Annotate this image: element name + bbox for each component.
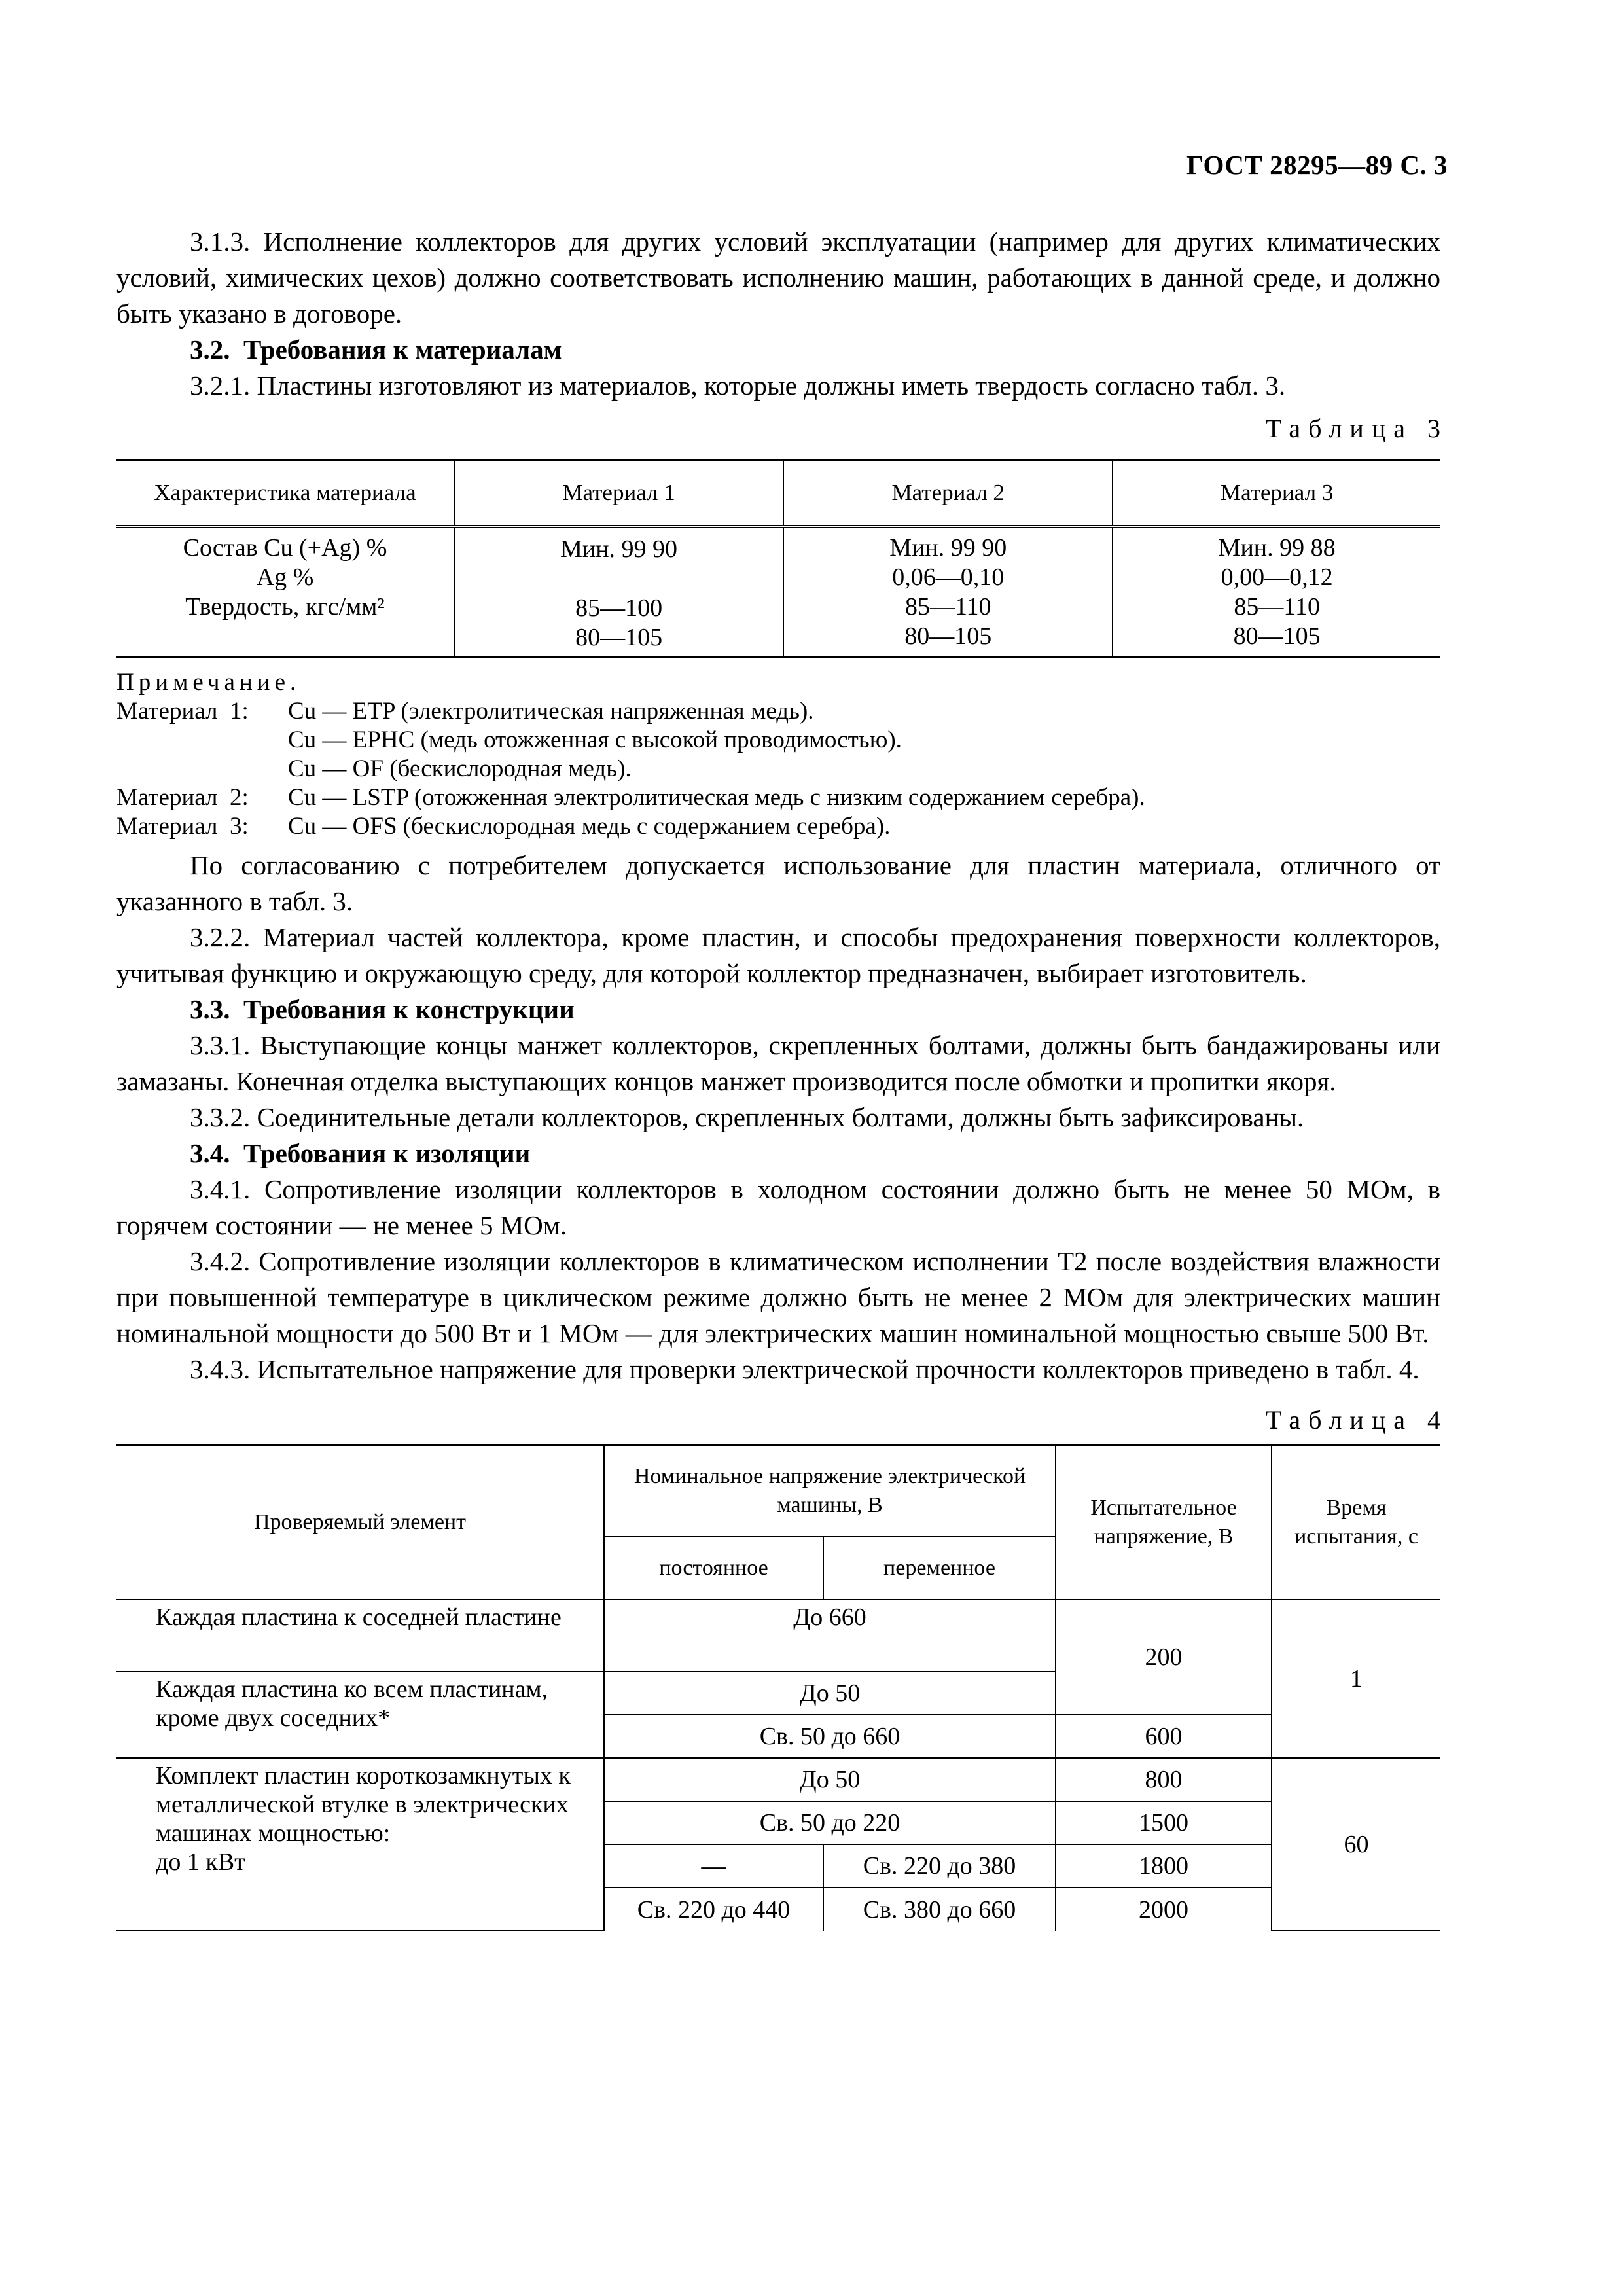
note-row — [116, 697, 1440, 726]
table-3-material-2-cell — [783, 527, 1113, 658]
label-ag: Ag % — [256, 564, 314, 591]
table-4-dc-range: — — [604, 1844, 823, 1888]
m1-hardness-1: 85—100 — [575, 594, 663, 622]
table-4-range: До 50 — [604, 1672, 1056, 1715]
table-4-range: Св. 50 до 220 — [604, 1801, 1056, 1844]
table-3-header-characteristic: Характеристика материала — [116, 460, 454, 527]
m2-hardness-2: 80—105 — [904, 622, 992, 650]
table-4-range: Св. 50 до 660 — [604, 1715, 1056, 1758]
table-4-ac-range: Св. 220 до 380 — [823, 1844, 1056, 1888]
paragraph-3-1-3: 3.1.3. Исполнение коллекторов для других условий эксплуатации (например для других климатических условий, химических цехов) должно соответствовать исполнению машин, работающих в данной среде, и должно быть указано в договоре. — [116, 226, 1440, 329]
paragraph-3-3-1: 3.3.1. Выступающие концы манжет коллекторов, скрепленных болтами, должны быть бандажированы или замазаны. Конечная отделка выступающих концов манжет производится после обмотки и пропитки якоря. — [116, 1030, 1440, 1096]
m3-hardness-1: 85—110 — [1234, 593, 1320, 620]
page-header: ГОСТ 28295—89 С. 3 — [1186, 150, 1448, 180]
note-label: Материал 1: — [116, 698, 249, 725]
row-label-text: Комплект пластин короткозамкнутых к металлической втулке в электрических машинах мощностью: — [156, 1762, 571, 1847]
paragraph-3-2-2: 3.2.2. Материал частей коллектора, кроме пластин, и способы предохранения поверхности коллекторов, учитывая функцию и окружающую среду, для которой коллектор предназначен, выбирает изготовитель. — [116, 922, 1440, 988]
table-4-header-nominal-voltage: Номинальное напряжение электрической машины, В — [604, 1445, 1056, 1537]
note-text: Cu — LSTP (отожженная электролитическая медь с низким содержанием серебра). — [288, 784, 1145, 811]
note-row — [116, 726, 1440, 755]
section-3-2-2-block — [116, 848, 1440, 1388]
m1-hardness-2: 80—105 — [575, 624, 663, 651]
m2-composition: Мин. 99 90 — [889, 534, 1007, 562]
m3-ag: 0,00—0,12 — [1221, 564, 1333, 591]
table-4-row-label: Каждая пластина к соседней пластине — [116, 1600, 604, 1672]
paragraph-3-4-3: 3.4.3. Испытательное напряжение для проверки электрической прочности коллекторов приведено в табл. 4. — [190, 1354, 1419, 1384]
table-4-test-voltage: 200 — [1056, 1600, 1272, 1715]
paragraph-3-4-1: 3.4.1. Сопротивление изоляции коллекторов в холодном состоянии должно быть не менее 50 МОм, в горячем состоянии — не менее 5 МОм. — [116, 1174, 1440, 1240]
section-title: Требования к материалам — [243, 334, 562, 365]
section-number: 3.3. — [190, 994, 230, 1024]
table-3-header-material-1: Материал 1 — [454, 460, 783, 527]
note-row — [116, 755, 1440, 783]
section-title: Требования к конструкции — [243, 994, 575, 1024]
table-3-material-1-cell — [454, 527, 783, 658]
table-4-test-voltage: 600 — [1056, 1715, 1272, 1758]
table-3-note — [116, 668, 1440, 841]
table-3-header-material-3: Материал 3 — [1113, 460, 1440, 527]
m1-ag — [461, 564, 776, 594]
table-3-header-material-2: Материал 2 — [783, 460, 1113, 527]
table-4-test-time: 60 — [1272, 1758, 1440, 1931]
table-4-header-element: Проверяемый элемент — [116, 1445, 604, 1600]
table-4-test-voltage: 800 — [1056, 1758, 1272, 1801]
table-4-test-time: 1 — [1272, 1600, 1440, 1758]
table-4-header-ac: переменное — [823, 1537, 1056, 1600]
section-heading-3-3 — [116, 992, 1440, 1028]
table-3 — [116, 459, 1440, 658]
note-text: Cu — OF (бескислородная медь). — [288, 755, 632, 782]
note-text: Cu — ETP (электролитическая напряженная медь). — [288, 698, 814, 725]
paragraph-3-4-2: 3.4.2. Сопротивление изоляции коллекторов в климатическом исполнении Т2 после воздействия влажности при повышенной температуре в циклическом режиме должно быть не менее 2 МОм для электрических машин номинальной мощности до 500 Вт и 1 МОм — для электрических машин номинальной мощностью свыше 500 Вт. — [116, 1246, 1440, 1348]
note-label: Материал 2: — [116, 784, 249, 811]
table-4-header-test-voltage: Испытательное напряжение, В — [1056, 1445, 1272, 1600]
table-4-test-voltage: 1800 — [1056, 1844, 1272, 1888]
table-4-caption: Таблица 4 — [1265, 1405, 1448, 1435]
table-4-test-voltage: 2000 — [1056, 1888, 1272, 1931]
note-text: Cu — OFS (бескислородная медь с содержанием серебра). — [288, 813, 891, 840]
table-3-material-3-cell — [1113, 527, 1440, 658]
table-4-header-dc: постоянное — [604, 1537, 823, 1600]
table-4-range: До 50 — [604, 1758, 1056, 1801]
note-label: Материал 3: — [116, 813, 249, 840]
label-composition: Состав Cu (+Ag) % — [183, 534, 387, 562]
table-4-dc-range: Св. 220 до 440 — [604, 1888, 823, 1931]
table-4-row-label: Каждая пластина ко всем пластинам, кроме двух соседних* — [116, 1672, 604, 1758]
table-4-test-voltage: 1500 — [1056, 1801, 1272, 1844]
table-3-caption: Таблица 3 — [1265, 414, 1448, 443]
table-3-characteristic-cell — [116, 527, 454, 658]
section-number: 3.2. — [190, 334, 230, 365]
m2-ag: 0,06—0,10 — [892, 564, 1005, 591]
note-row — [116, 812, 1440, 841]
note-row — [116, 783, 1440, 812]
paragraph-agreement: По согласованию с потребителем допускается использование для пластин материала, отличного от указанного в табл. 3. — [116, 850, 1440, 916]
section-heading-3-4 — [116, 1136, 1440, 1172]
row-label-subtext: до 1 кВт — [156, 1848, 245, 1876]
table-4-range: До 660 — [604, 1600, 1056, 1672]
table-4 — [116, 1444, 1440, 1931]
section-heading-3-2 — [116, 332, 1440, 368]
m2-hardness-1: 85—110 — [904, 593, 991, 620]
section-title: Требования к изоляции — [243, 1138, 531, 1168]
m3-hardness-2: 80—105 — [1233, 622, 1321, 650]
paragraph-3-2-1: 3.2.1. Пластины изготовляют из материалов, которые должны иметь твердость согласно табл. 3. — [190, 370, 1286, 401]
note-text: Cu — EPHC (медь отожженная с высокой проводимостью). — [288, 726, 902, 753]
table-4-ac-range: Св. 380 до 660 — [823, 1888, 1056, 1931]
table-4-row-label — [116, 1758, 604, 1931]
m1-composition: Мин. 99 90 — [560, 535, 678, 563]
document-body — [116, 224, 1448, 1931]
note-title: Примечание. — [116, 669, 301, 696]
table-4-header-test-time: Время испытания, с — [1272, 1445, 1440, 1600]
paragraph-3-3-2: 3.3.2. Соединительные детали коллекторов, скрепленных болтами, должны быть зафиксированы. — [190, 1102, 1304, 1132]
label-hardness: Твердость, кгс/мм² — [185, 593, 385, 620]
section-number: 3.4. — [190, 1138, 230, 1168]
m3-composition: Мин. 99 88 — [1218, 534, 1336, 562]
